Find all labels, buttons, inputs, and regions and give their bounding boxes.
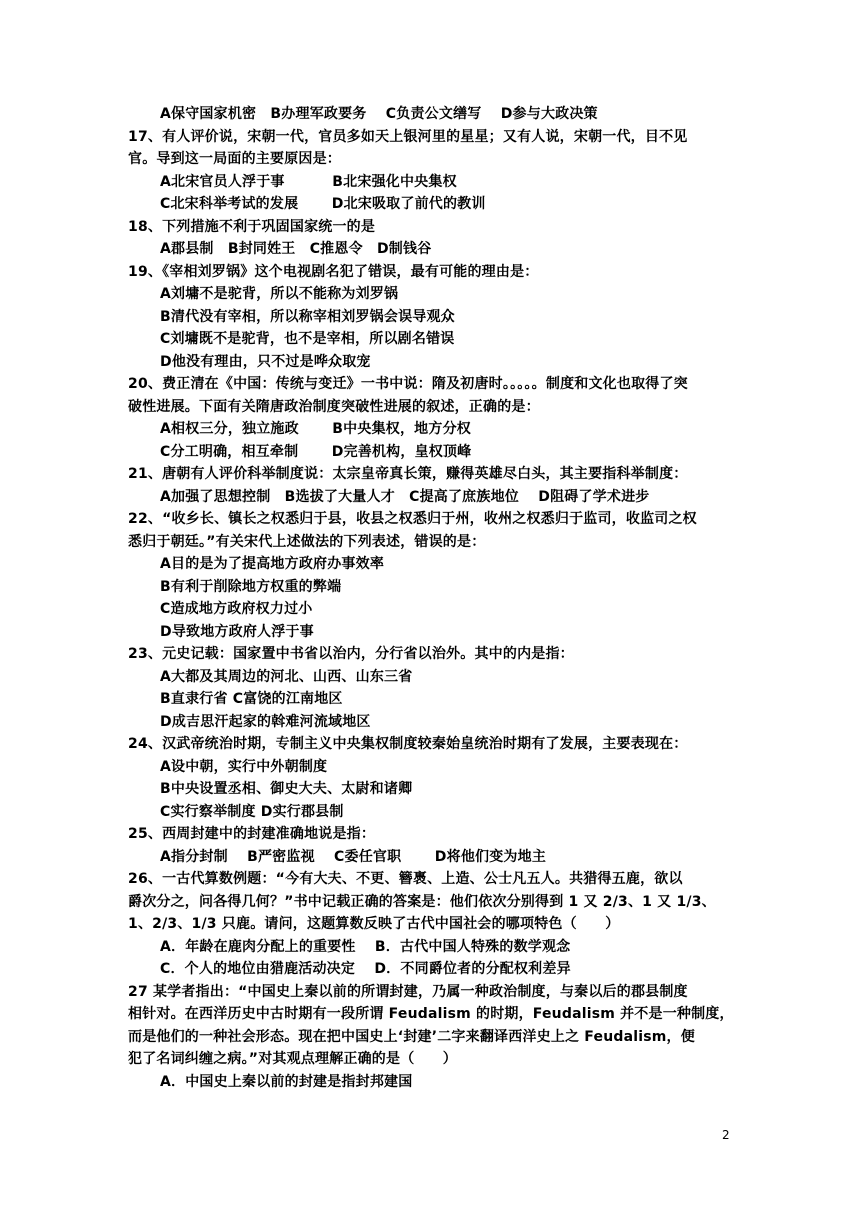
question-line: 官。导到这一局面的主要原因是： bbox=[128, 151, 341, 167]
option-line: A郡县制 B封同姓王 C推恩令 D制钱谷 bbox=[160, 241, 432, 257]
option-line: A设中朝，实行中外朝制度 bbox=[160, 758, 328, 775]
option-line: B有利于削除地方权重的弊端 bbox=[160, 578, 342, 595]
option-line: C分工明确，相互牵制 D完善机构，皇权顶峰 bbox=[160, 443, 472, 460]
question-line: 19、《宰相刘罗锅》这个电视剧名犯了错误，最有可能的理由是： bbox=[128, 263, 539, 280]
question-line: 1、2/3、1/3 只鹿。请问，这题算数反映了古代中国社会的哪项特色（ ） bbox=[128, 916, 620, 932]
question-line: 犯了名词纠缠之病。”对其观点理解正确的是（ ） bbox=[128, 1051, 457, 1067]
question-line: 而是他们的一种社会形态。现在把中国史上‘封建’二字来翻译西洋史上之 Feudalism，便 bbox=[128, 1028, 695, 1045]
option-line: A大都及其周边的河北、山西、山东三省 bbox=[160, 668, 413, 685]
question-line: 17、有人评价说，宋朝一代，官员多如天上银河里的星星；又有人说，宋朝一代，目不见 bbox=[128, 128, 688, 145]
question-line: 20、费正清在《中国：传统与变迁》一书中说：隋及初唐时。。。。。制度和文化也取得了突 bbox=[128, 376, 688, 392]
question-line: 24、汉武帝统治时期，专制主义中央集权制度较秦始皇统治时期有了发展，主要表现在： bbox=[128, 736, 688, 752]
option-line: A．年龄在鹿肉分配上的重要性 B．古代中国人特殊的数学观念 bbox=[160, 938, 571, 955]
question-line: 25、西周封建中的封建准确地说是指： bbox=[128, 826, 376, 842]
option-line: A指分封制 B严密监视 C委任官职 D将他们变为地主 bbox=[160, 848, 547, 865]
page-body bbox=[128, 103, 736, 1093]
option-line: A目的是为了提高地方政府办事效率 bbox=[160, 556, 385, 572]
question-line: 23、元史记载：国家置中书省以治内，分行省以治外。其中的内是指： bbox=[128, 646, 574, 662]
option-line: C北宋科举考试的发展 D北宋吸取了前代的教训 bbox=[160, 196, 486, 212]
option-line: D导致地方政府人浮于事 bbox=[160, 623, 314, 640]
page-number: 2 bbox=[722, 1128, 730, 1142]
question-line: 18、下列措施不利于巩固国家统一的是 bbox=[128, 218, 376, 235]
question-line: 破性进展。下面有关隋唐政治制度突破性进展的叙述，正确的是： bbox=[128, 398, 540, 415]
question-line: 21、唐朝有人评价科举制度说：太宗皇帝真长策，赚得英雄尽白头，其主要指科举制度： bbox=[128, 466, 688, 482]
option-line: A．中国史上秦以前的封建是指封邦建国 bbox=[160, 1073, 413, 1090]
question-line: 爵次分之，问各得几何？”书中记载正确的答案是：他们依次分别得到 1 又 2/3、1 又 1/3、 bbox=[128, 893, 716, 910]
option-line: B中央设置丞相、御史大夫、太尉和诸卿 bbox=[160, 781, 413, 797]
question-line: 26、一古代算数例题：“今有大夫、不更、簪褭、上造、公士凡五人。共猎得五鹿，欲以 bbox=[128, 871, 683, 887]
question-line: 相针对。在西洋历史中古时期有一段所谓 Feudalism 的时期，Feudalism 并不是一种制度， bbox=[128, 1006, 734, 1022]
option-line: A相权三分，独立施政 B中央集权，地方分权 bbox=[160, 421, 471, 437]
option-line: B清代没有宰相，所以称宰相刘罗锅会误导观众 bbox=[160, 308, 455, 325]
option-line: C刘墉既不是驼背，也不是宰相，所以剧名错误 bbox=[160, 331, 455, 347]
option-line: C造成地方政府权力过小 bbox=[160, 601, 313, 617]
option-line: A刘墉不是驼背，所以不能称为刘罗锅 bbox=[160, 286, 399, 302]
option-line: A加强了思想控制 B选拔了大量人才 C提高了庶族地位 D阻碍了学术进步 bbox=[160, 488, 650, 505]
option-line: D他没有理由，只不过是哗众取宠 bbox=[160, 353, 371, 370]
question-line: 悉归于朝廷。”有关宋代上述做法的下列表述，错误的是： bbox=[128, 533, 486, 550]
question-line: 27 某学者指出：“中国史上秦以前的所谓封建，乃属一种政治制度，与秦以后的郡县制度 bbox=[128, 983, 688, 1000]
option-line: B直隶行省 C富饶的江南地区 bbox=[160, 691, 343, 707]
question-line: 22、“收乡长、镇长之权悉归于县，收县之权悉归于州，收州之权悉归于监司，收监司之权 bbox=[128, 511, 697, 527]
option-line: D成吉思汗起家的斡难河流域地区 bbox=[160, 713, 371, 730]
option-line: A保守国家机密 B办理军政要务 C负责公文缮写 D参与大政决策 bbox=[160, 106, 598, 122]
option-line: A北宋官员人浮于事 B北宋强化中央集权 bbox=[160, 173, 457, 190]
option-line: C．个人的地位由猎鹿活动决定 D．不同爵位者的分配权利差异 bbox=[160, 961, 571, 977]
option-line: C实行察举制度 D实行郡县制 bbox=[160, 803, 344, 820]
